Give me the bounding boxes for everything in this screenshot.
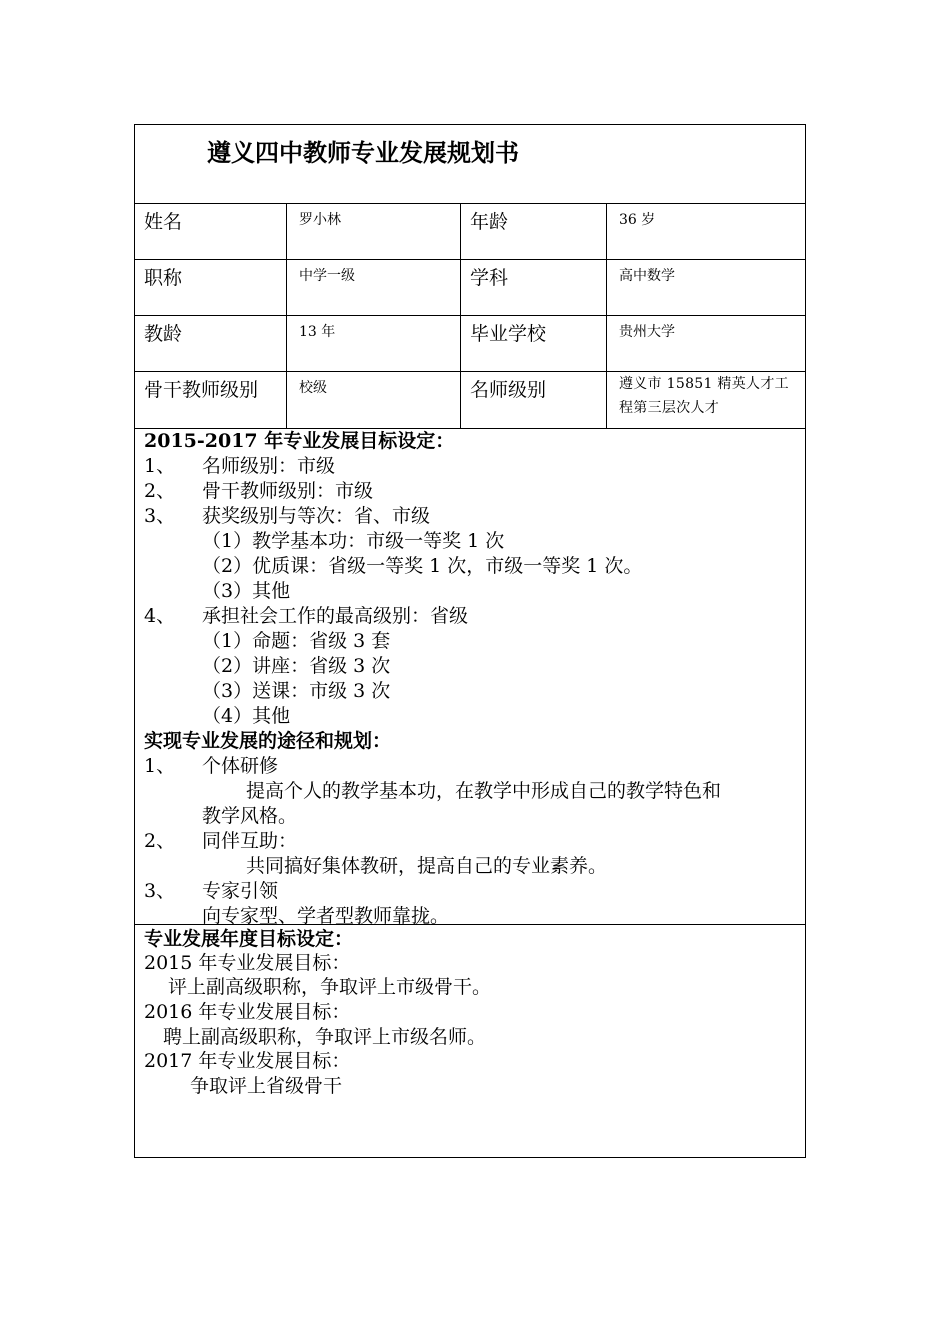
year-goal-text: 争取评上省级骨干	[190, 1075, 343, 1097]
school-label: 毕业学校	[470, 323, 547, 345]
goal-subitem: （1）教学基本功：市级一等奖 1 次	[202, 530, 505, 552]
goals-heading: 2015-2017 年专业发展目标设定：	[144, 430, 455, 452]
info-row-level	[135, 372, 805, 429]
path-item-number: 1、	[144, 755, 176, 777]
goal-subitem: （3）送课：市级 3 次	[202, 680, 391, 702]
goal-item-number: 1、	[144, 455, 176, 477]
goal-subitem: （4）其他	[202, 705, 291, 727]
goal-item: 承担社会工作的最高级别：省级	[202, 605, 469, 627]
path-item: 同伴互助：	[202, 830, 298, 852]
goal-item: 获奖级别与等次：省、市级	[202, 505, 431, 527]
backbone-value: 校级	[299, 380, 327, 396]
year-goal-heading: 2016 年专业发展目标：	[144, 1001, 351, 1023]
title-row	[135, 125, 805, 204]
age-label: 年龄	[470, 211, 509, 233]
path-description: 提高个人的教学基本功，在教学中形成自己的教学特色和	[246, 780, 722, 802]
years-label: 教龄	[144, 323, 183, 345]
goals-and-paths-section	[135, 427, 805, 925]
famous-value: 遵义市 15851 精英人才工程第三层次人才	[619, 376, 789, 416]
subject-value: 高中数学	[619, 268, 675, 284]
famous-label: 名师级别	[470, 379, 547, 401]
school-value: 贵州大学	[619, 324, 675, 340]
goal-item: 名师级别：市级	[202, 455, 336, 477]
annual-goals-section	[135, 925, 805, 1157]
goal-item: 骨干教师级别：市级	[202, 480, 374, 502]
years-value: 13 年	[299, 324, 336, 340]
goal-subitem: （3）其他	[202, 580, 291, 602]
goal-subitem: （2）讲座：省级 3 次	[202, 655, 391, 677]
goal-item-number: 3、	[144, 505, 176, 527]
path-item: 专家引领	[202, 880, 279, 902]
name-label: 姓名	[144, 211, 183, 233]
goal-subitem: （2）优质课：省级一等奖 1 次，市级一等奖 1 次。	[202, 555, 643, 577]
info-row-name	[135, 204, 805, 260]
path-item-number: 3、	[144, 880, 176, 902]
goal-item-number: 4、	[144, 605, 176, 627]
paths-heading: 实现专业发展的途径和规划：	[144, 730, 392, 752]
path-item: 个体研修	[202, 755, 279, 777]
subject-label: 学科	[470, 267, 509, 289]
title-label: 职称	[144, 267, 183, 289]
age-value: 36 岁	[619, 212, 656, 228]
goal-item-number: 2、	[144, 480, 176, 502]
goal-subitem: （1）命题：省级 3 套	[202, 630, 391, 652]
info-row-title	[135, 260, 805, 316]
info-row-years	[135, 316, 805, 372]
path-item-number: 2、	[144, 830, 176, 852]
backbone-label: 骨干教师级别	[144, 379, 259, 401]
year-goal-heading: 2017 年专业发展目标：	[144, 1050, 351, 1072]
year-goal-text: 聘上副高级职称，争取评上市级名师。	[163, 1026, 487, 1048]
path-description: 教学风格。	[202, 805, 298, 827]
path-description: 向专家型、学者型教师靠拢。	[202, 905, 450, 927]
year-goal-heading: 2015 年专业发展目标：	[144, 952, 351, 974]
path-description: 共同搞好集体教研，提高自己的专业素养。	[246, 855, 608, 877]
title-value: 中学一级	[299, 268, 355, 284]
name-value: 罗小林	[299, 212, 341, 228]
year-goal-text: 评上副高级职称，争取评上市级骨干。	[168, 976, 492, 998]
document-title: 遵义四中教师专业发展规划书	[207, 138, 519, 167]
annual-heading: 专业发展年度目标设定：	[144, 928, 354, 950]
plan-document	[134, 124, 806, 1158]
